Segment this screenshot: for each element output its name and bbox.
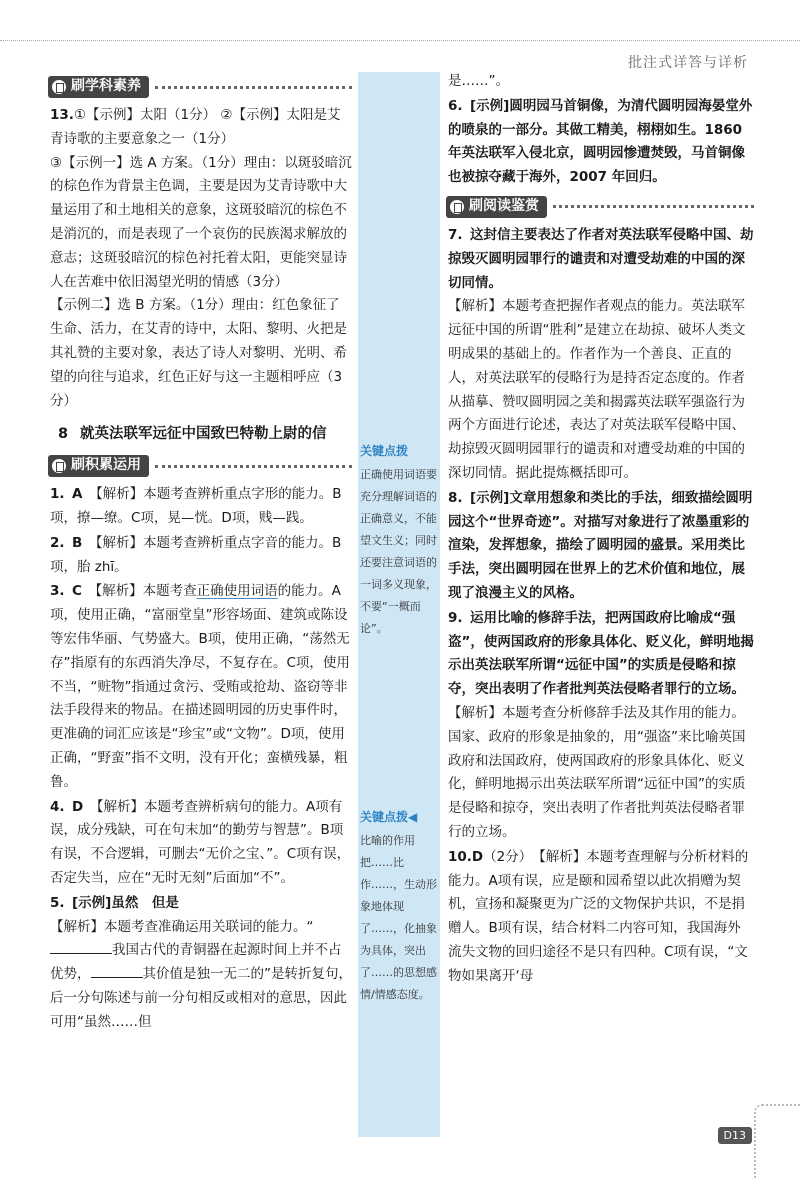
section-header-jilei: 刷积累运用 xyxy=(48,453,352,479)
dotted-rule xyxy=(155,86,352,89)
answer-13: 13.①【示例】太阳（1分） ②【示例】太阳是艾青诗歌的主要意象之一（1分） ③【示例一】选 A 方案。（1分）理由：以斑驳暗沉的棕色作为背景主色调，主要是因为艾青诗歌中大量运用了和土地相关的意象，这斑驳暗沉的棕色不是消沉的，而是表现了一个哀伤的民族渴求解放的意志；这斑驳暗沉的棕色衬托着太阳，更能突显诗人在苦难中依旧渴望光明的情感（3分） 【示例二】选 B 方案。（1分）理由：红色象征了生命、活力，在艾青的诗中，太阳、黎明、火把是其礼赞的主要对象，表达了诗人对黎明、光明、希望的向往与追求，红色正好与这一主题相呼应（3分） xyxy=(50,107,352,409)
answer-9: 9. 运用比喻的修辞手法，把两国政府比喻成“强盗”，使两国政府的形象具体化、贬义化，鲜明地揭示出英法联军所谓“远征中国”的实质是侵略和掠夺，突出表明了作者批判英法侵略者罪行的立场。 【解析】本题考查分析修辞手法及其作用的能力。国家、政府的形象是抽象的，用“强盗”来比喻英国政府和法国政府，使两国政府的形象具体化、贬义化，鲜明地揭示出英法联军所谓“远征中国”的实质是侵略和掠夺，突出表明了作者批判英法侵略者罪行的立场。 xyxy=(448,609,754,840)
answer-5: 5. [示例]虽然 但是 【解析】本题考查准确运用关联词的能力。“我国古代的青铜器在起源时间上并不占优势， 其价值是独一无二的”是转折复句，后一分句陈述与前一分句相反或相对的意思，因此可用“虽然……但 xyxy=(50,894,352,1030)
header-divider xyxy=(0,40,800,41)
chapter-title: 8 就英法联军远征中国致巴特勒上尉的信 xyxy=(58,426,327,443)
answer-4: 4. D 【解析】本题考查辨析病句的能力。A项有误，成分残缺，可在句末加“的勤劳与智慧”。B项有误，不合逻辑，可删去“无价之宝、”。C项有误，否定失当，应在“无时无刻”后面加“不”。 xyxy=(50,798,351,886)
answer-10: 10.D（2分） 【解析】本题考查理解与分析材料的能力。A项有误，应是颐和园希望以此次捐赠为契机，宣扬和凝聚更为广泛的文物保护共识，不是捐赠人。B项有误，结合材料二内容可知，我国海外流失文物的回归途径不是只有四种。C项有误，“文物如果离开‘母 xyxy=(448,848,749,984)
answer-8: 8. [示例]文章用想象和类比的手法，细致描绘圆明园这个“世界奇迹”。对描写对象进行了浓墨重彩的渲染，发挥想象，描绘了圆明园的盛景。采用类比手法，突出圆明园在世界上的艺术价值和地位，展现了浪漫主义的风格。 xyxy=(448,489,753,601)
section-header-xueke: 刷学科素养 xyxy=(48,74,352,100)
answer-3: 3. C 【解析】本题考查正确使用词语的能力。A项，使用正确，“富丽堂皇”形容场面、建筑或陈设等宏伟华丽、气势盛大。B项，使用正确，“荡然无存”指原有的东西消失净尽，不复存在。C项，使用不当，“赃物”指通过贪污、受贿或抢劫、盗窃等非法手段得来的物品。在描述圆明园的历史事件时，更准确的词汇应该是“珍宝”或“文物”。D项，使用正确，“野蛮”指不文明，没有开化；蛮横残暴，粗鲁。 xyxy=(50,583,350,790)
book-icon xyxy=(450,200,464,214)
answer-6: 6. [示例]圆明园马首铜像，为清代圆明园海晏堂外的喷泉的一部分。其做工精美，栩栩如生。1860 年英法联军入侵北京，圆明园惨遭焚毁，马首铜像也被掠夺藏于海外，2007 年回归。 xyxy=(448,97,753,186)
answer-7: 7. 这封信主要表达了作者对英法联军侵略中国、劫掠毁灭圆明园罪行的谴责和对遭受劫难的中国的深切同情。 【解析】本题考查把握作者观点的能力。英法联军远征中国的所谓“胜利”是建立在劫掠、破坏人类文明成果的基础上的。作者作为一个善良、正直的人，对英法联军的侵略行为是持否定态度的。作者从描摹、赞叹圆明园之美和揭露英法联军强盗行为两个方面进行论述，表达了对英法联军侵略中国、劫掠毁灭圆明园罪行的谴责和对遭受劫难的中国的深切同情。据此提炼概括即可。 xyxy=(448,226,754,481)
book-icon xyxy=(52,459,66,473)
dotted-rule xyxy=(553,205,754,208)
section-header-yuedu: 刷阅读鉴赏 xyxy=(446,194,754,220)
answer-1: 1. A 【解析】本题考查辨析重点字形的能力。B项，撩—缭。C项，晃—恍。D项，贱—践。 xyxy=(50,486,342,526)
right-column xyxy=(448,70,754,989)
page-header: 批注式详答与详析 xyxy=(628,55,748,71)
book-icon xyxy=(52,80,66,94)
page-number: D13 xyxy=(718,1127,752,1144)
tip-note-1: 关键点拨 正确使用词语要充分理解词语的正确意义，不能望文生义；同时还要注意词语的一词多义现象，不要“一概而论”。 xyxy=(360,444,437,635)
dotted-rule xyxy=(155,465,352,468)
fill-blank xyxy=(91,963,143,978)
tip-note-2: 关键点拨◀ 比喻的作用把……比作……，生动形象地体现了……，化抽象为具体，突出了……的思想感情/情感态度。 xyxy=(360,810,437,1001)
corner-decoration xyxy=(754,1104,800,1178)
left-column xyxy=(50,70,352,1035)
continued-text: 是……”。 xyxy=(448,73,509,89)
answer-2: 2. B 【解析】本题考查辨析重点字音的能力。B项，胎 zhī。 xyxy=(50,534,342,575)
fill-blank xyxy=(50,939,112,954)
